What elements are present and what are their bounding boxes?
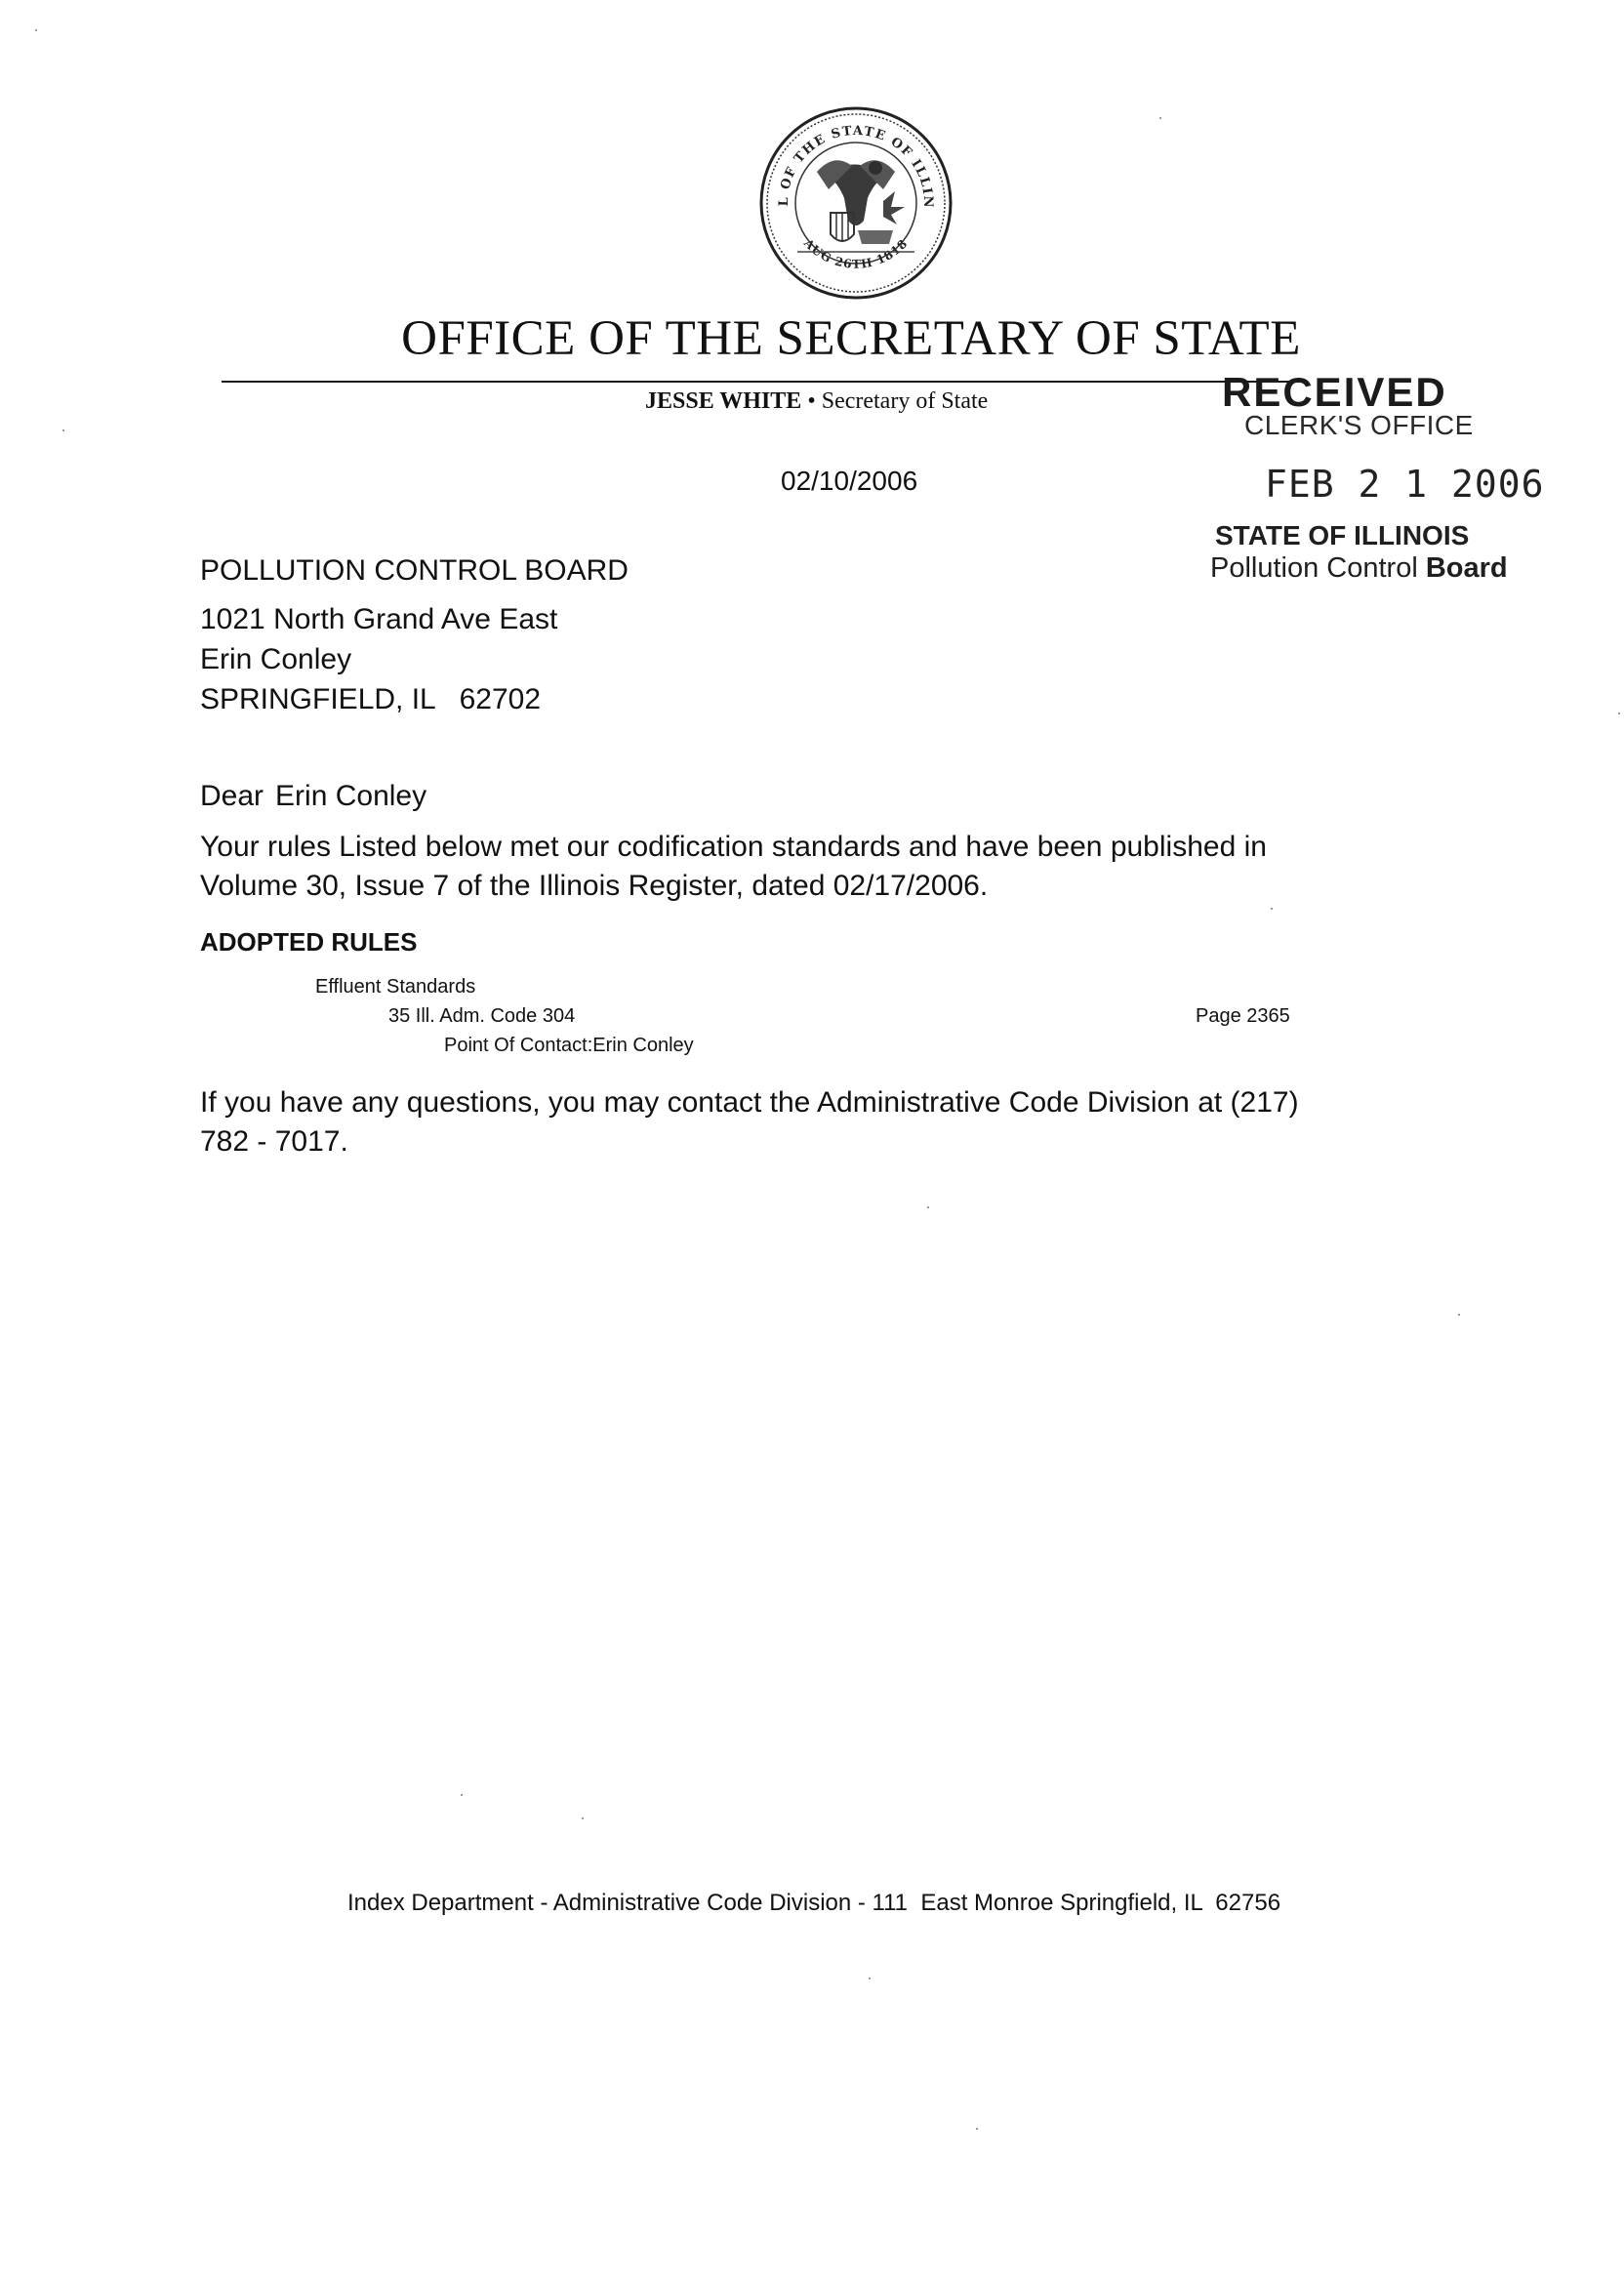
- office-title: OFFICE OF THE SECRETARY OF STATE: [401, 311, 1301, 366]
- letter-date: 02/10/2006: [781, 466, 918, 496]
- illinois-state-seal-icon: [758, 105, 954, 301]
- scan-speck: [582, 1817, 584, 1819]
- salutation: [200, 780, 426, 813]
- seal-text-top: L OF THE STATE OF ILLIN: [776, 123, 936, 210]
- scan-speck: [1618, 713, 1620, 714]
- scan-speck: [461, 1794, 463, 1796]
- scan-speck: [869, 1977, 871, 1979]
- body-paragraph: Your rules Listed below met our codification standards and have been published in Volume 30, Issue 7 of the Illinois Register, dated 02/17/2006.: [200, 831, 1267, 902]
- rule-page: Page 2365: [1196, 1005, 1290, 1027]
- rule-contact: Point Of Contact:Erin Conley: [444, 1035, 694, 1056]
- closing-paragraph: If you have any questions, you may contact the Administrative Code Division at (217) 782 - 7017.: [200, 1086, 1299, 1158]
- recipient-organization: POLLUTION CONTROL BOARD: [200, 554, 629, 587]
- seal-text-bottom: AUG 26TH 1818: [801, 236, 911, 271]
- stamp-received: RECEIVED: [1222, 369, 1447, 415]
- stamp-board-suffix: Board: [1425, 552, 1508, 584]
- secretary-line: [645, 388, 988, 415]
- recipient-city-line: SPRINGFIELD, IL 62702: [200, 683, 542, 715]
- adopted-rules-heading: ADOPTED RULES: [200, 927, 418, 957]
- stamp-board-prefix: Pollution Control: [1210, 552, 1418, 584]
- bullet-separator: •: [807, 388, 816, 414]
- recipient-attention: Erin Conley: [200, 643, 352, 675]
- stamp-state: STATE OF ILLINOIS: [1215, 520, 1470, 550]
- footer-address: Index Department - Administrative Code Division - 111 East Monroe Springfield, IL 62756: [347, 1890, 1281, 1916]
- stamp-clerk-office: CLERK'S OFFICE: [1244, 410, 1474, 440]
- stamp-date: FEB 2 1 2006: [1265, 463, 1545, 506]
- recipient-street: 1021 North Grand Ave East: [200, 603, 558, 635]
- scan-speck: [1458, 1314, 1460, 1316]
- scan-speck: [927, 1206, 929, 1208]
- rule-category: Effluent Standards: [315, 976, 476, 998]
- rule-code: 35 Ill. Adm. Code 304: [388, 1005, 576, 1027]
- scan-speck: [1271, 908, 1273, 910]
- scan-speck: [976, 2128, 978, 2130]
- salutation-prefix: Dear: [200, 780, 264, 812]
- header-divider: [222, 381, 1307, 383]
- scan-speck: [62, 429, 64, 431]
- stamp-board: [1210, 552, 1508, 585]
- secretary-title: Secretary of State: [821, 388, 989, 414]
- scan-speck: [1159, 117, 1161, 119]
- svg-text:AUG 26TH 1818: [800, 235, 911, 270]
- scan-speck: [35, 29, 37, 31]
- secretary-name: JESSE WHITE: [645, 388, 802, 414]
- salutation-name: Erin Conley: [275, 780, 427, 812]
